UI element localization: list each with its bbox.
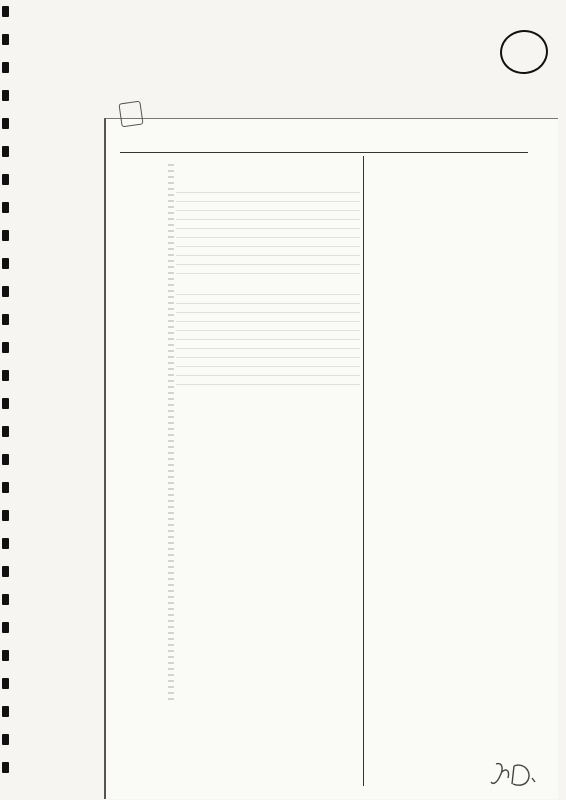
signature: [488, 758, 550, 792]
corner-mark: [118, 101, 143, 128]
english-column: [176, 182, 360, 394]
page-number: [498, 28, 550, 77]
illegible-text-block: [176, 186, 360, 282]
illegible-text-block: [176, 288, 360, 388]
column-divider: [363, 156, 364, 786]
binding-holes: [0, 0, 16, 800]
page-header: [120, 136, 528, 153]
fold-shadow: [168, 160, 174, 700]
margin-handwriting: [96, 530, 116, 700]
maori-column: [370, 160, 532, 165]
